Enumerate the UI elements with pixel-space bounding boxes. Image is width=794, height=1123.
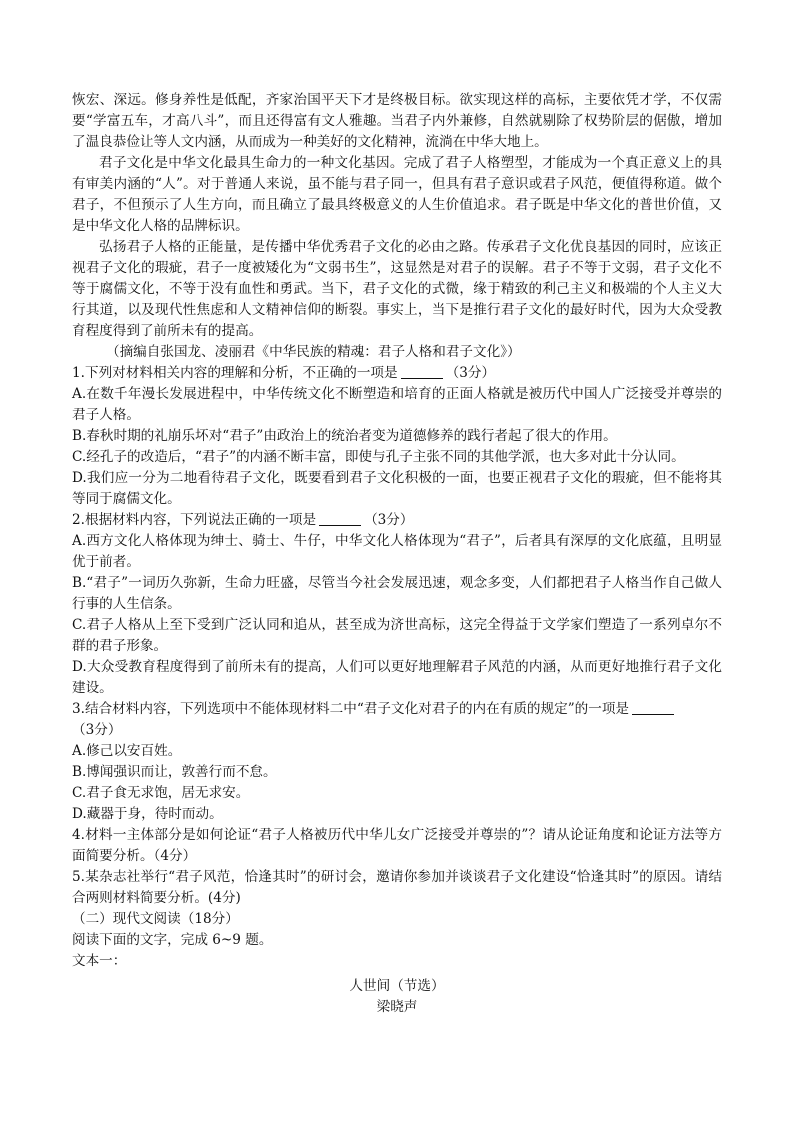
section-heading: （二）现代文阅读（18分） [72, 911, 239, 927]
article-author: 梁晓声 [376, 999, 418, 1015]
body-paragraph: 君子文化是中华文化最具生命力的一种文化基因。完成了君子人格塑型，才能成为一个真正意义上的具有审美内涵的“人”。对于普通人来说，虽不能与君子同一，但具有君子意识或君子风范，便值得称道。做个君子，不但预示了人生方向，而且确立了最具终极意义的人生价值追求。君子既是中华文化的普世价值，又是中华文化人格的品牌标识。 [72, 155, 722, 234]
answer-blank [319, 512, 361, 526]
body-paragraph: 弘扬君子人格的正能量，是传播中华优秀君子文化的必由之路。传承君子文化优良基因的同时，应该正视君子文化的瑕疵，君子一度被矮化为“文弱书生”，这显然是对君子的误解。君子不等于文弱，君子文化不等于腐儒文化，不等于没有血性和勇武。当下，君子文化的式微，缘于精致的利己主义和极端的个人主义大行其道，以及现代性焦虑和人文精神信仰的断裂。事实上，当下是推行君子文化的最好时代，因为大众受教育程度得到了前所未有的提高。 [72, 239, 722, 339]
option-c: C.君子人格从上至下受到广泛认同和追从，甚至成为济世高标，这完全得益于文学家们塑造了一系列卓尔不群的君子形象。 [72, 617, 722, 654]
question-2-stem [72, 510, 722, 531]
question-3-score: （3分） [72, 722, 122, 738]
option-d: D.藏器于身，待时而动。 [72, 806, 223, 822]
document-page [72, 90, 722, 1018]
option-a: A.西方文化人格体现为绅士、骑士、牛仔，中华文化人格体现为“君子”，后者具有深厚的文化底蕴，且明显优于前者。 [72, 533, 722, 570]
option-a: A.在数千年漫长发展进程中，中华传统文化不断塑造和培育的正面人格就是被历代中国人广泛接受并尊崇的君子人格。 [72, 386, 722, 423]
answer-blank [632, 701, 674, 715]
article-title: 人世间（节选） [349, 978, 445, 994]
option-b: B.博闻强识而让，敦善行而不怠。 [72, 764, 277, 780]
source-citation: （摘编自张国龙、凌丽君《中华民族的精魂：君子人格和君子文化》） [106, 344, 521, 360]
option-d: D.大众受教育程度得到了前所未有的提高，人们可以更好地理解君子风范的内涵，从而更好地推行君子文化建设。 [72, 659, 722, 696]
option-a: A.修己以安百姓。 [72, 743, 182, 759]
option-c: C.君子食无求饱，居无求安。 [72, 785, 250, 801]
option-d: D.我们应一分为二地看待君子文化，既要看到君子文化积极的一面，也要正视君子文化的瑕疵，但不能将其等同于腐儒文化。 [72, 470, 722, 507]
question-1-text: 1.下列对材料相关内容的理解和分析，不正确的一项是 [72, 365, 398, 381]
option-b: B.春秋时期的礼崩乐坏对“君子”由政治上的统治者变为道德修养的践行者起了很大的作用。 [72, 428, 617, 444]
text-label: 文本一： [72, 953, 127, 969]
question-4: 4.材料一主体部分是如何论证“君子人格被历代中华儿女广泛接受并尊崇的”？请从论证角度和论证方法等方面简要分析。（4分） [72, 827, 722, 864]
question-3-stem [72, 699, 722, 741]
option-c: C.经孔子的改造后，“君子”的内涵不断丰富，即使与孔子主张不同的其他学派，也大多对此十分认同。 [72, 449, 685, 465]
question-2-text: 2.根据材料内容，下列说法正确的一项是 [72, 512, 317, 528]
reading-instruction: 阅读下面的文字，完成 6~9 题。 [72, 932, 273, 948]
option-b: B.“君子”一词历久弥新，生命力旺盛，尽管当今社会发展迅速，观念多变，人们都把君子人格当作自己做人行事的人生信条。 [72, 575, 722, 612]
question-1-stem [72, 363, 722, 384]
question-2-score: （3分） [364, 512, 414, 528]
answer-blank [401, 365, 443, 379]
body-paragraph: 恢宏、深远。修身养性是低配，齐家治国平天下才是终极目标。欲实现这样的高标，主要依凭才学，不仅需要“学富五车，才高八斗”，而且还得富有文人雅趣。当君子内外兼修，自然就剔除了权势阶层的倨傲，增加了温良恭俭让等人文内涵，从而成为一种美好的文化精神，流淌在中华大地上。 [72, 92, 722, 150]
question-5: 5.某杂志社举行“君子风范，恰逢其时”的研讨会，邀请你参加并谈谈君子文化建设“恰逢其时”的原因。请结合两则材料简要分析。(4分) [72, 869, 722, 906]
question-3-text: 3.结合材料内容，下列选项中不能体现材料二中“君子文化对君子的内在有质的规定”的一项是 [72, 701, 630, 717]
question-1-score: （3分） [445, 365, 496, 381]
